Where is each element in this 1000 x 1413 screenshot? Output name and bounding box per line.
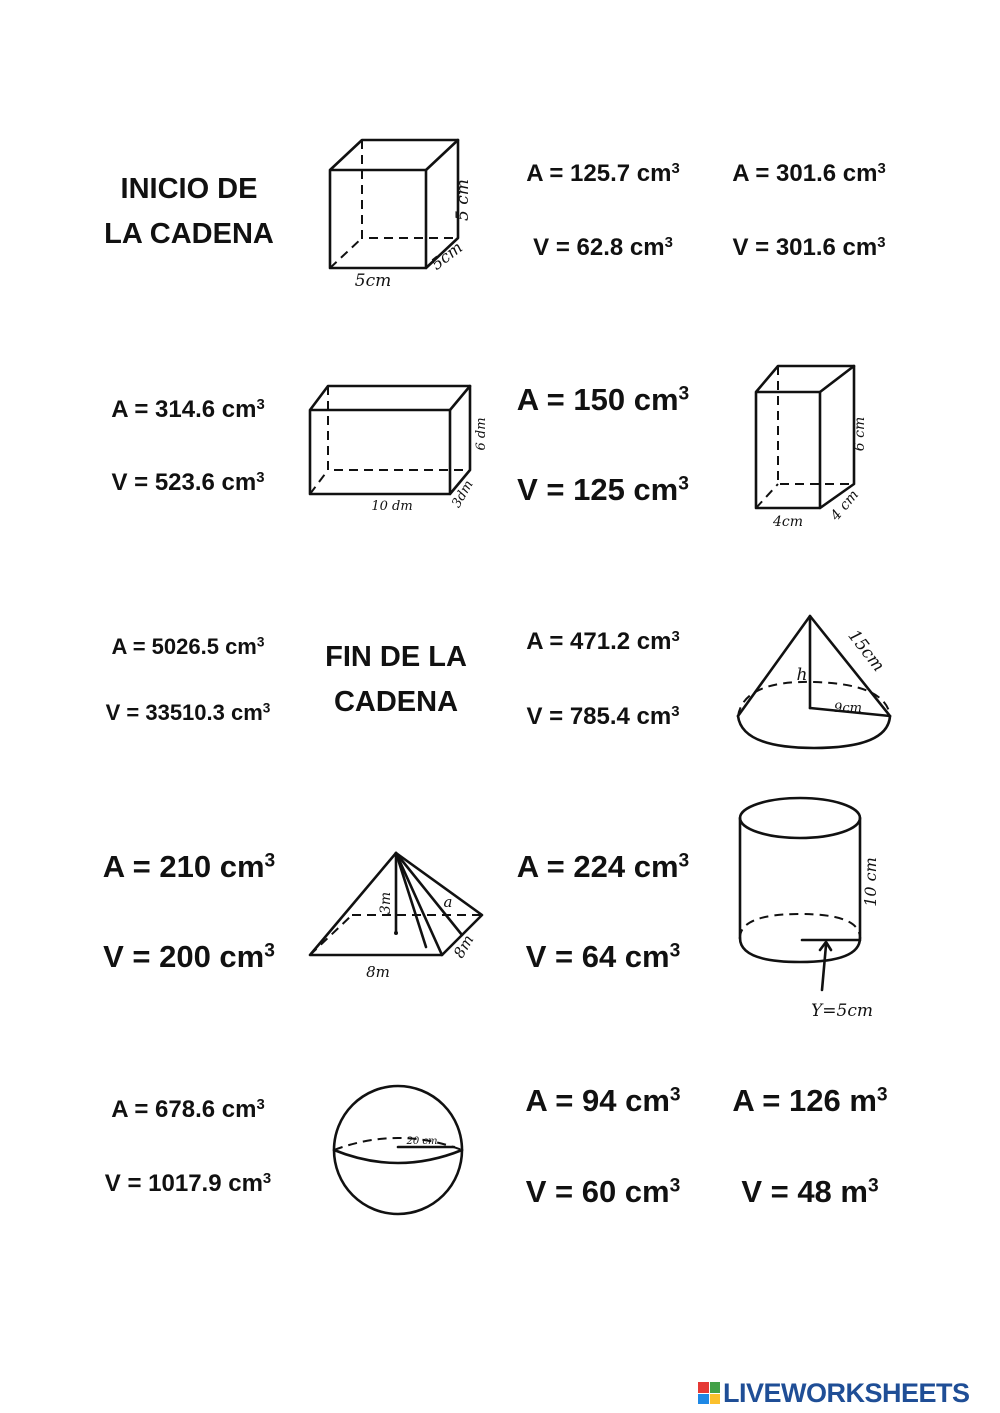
- card-r5c-volume: V = 48 $m^3$: [741, 1174, 879, 1209]
- tall-prism-height-label: 6 cm: [852, 416, 868, 452]
- cube-figure: [318, 132, 483, 292]
- start-title-line2: LA CADENA: [104, 218, 274, 250]
- liveworksheets-logo-icon: [698, 1382, 720, 1404]
- card-r5c-area: A = 126 $m^3$: [732, 1083, 888, 1118]
- pyramid-figure: [302, 845, 492, 990]
- card-r4b-area: A = 224 $cm^3$: [516, 849, 690, 884]
- prism-figure: [300, 378, 500, 518]
- prism-height-label: 6 dm: [474, 417, 489, 451]
- pyramid-apothem-label: a: [443, 893, 453, 911]
- card-r5b-area: A = 94 $cm^3$: [525, 1083, 681, 1118]
- tall-prism-figure: [748, 360, 878, 532]
- cube-width-label: 5cm: [354, 271, 392, 291]
- card-r1b-volume: V = 301.6 $cm^3$: [732, 234, 886, 261]
- cone-slant-label: 15cm: [843, 626, 889, 676]
- card-r2b-volume: V = 125 $cm^3$: [517, 472, 689, 507]
- cube-height-label: 5 cm: [453, 179, 473, 221]
- card-r3b-area: A = 471.2 $cm^3$: [526, 628, 680, 655]
- card-r3-volume: V = 33510.3 $cm^3$: [105, 700, 271, 725]
- card-r2-area: A = 314.6 $cm^3$: [111, 396, 265, 423]
- end-title: [304, 635, 488, 725]
- pyramid-base-label: 8m: [366, 963, 390, 981]
- card-r1-area: A = 125.7 $cm^3$: [526, 160, 680, 187]
- card-r5-area: A = 678.6 $cm^3$: [111, 1096, 265, 1123]
- liveworksheets-brand-text: LIVEWORKSHEETS: [723, 1377, 970, 1408]
- cube-depth-label: 5cm: [427, 237, 466, 274]
- end-title-line2: CADENA: [333, 686, 459, 718]
- cone-figure: [730, 608, 900, 758]
- card-r1b-area: A = 301.6 $cm^3$: [732, 160, 886, 187]
- card-r2-volume: V = 523.6 $cm^3$: [111, 469, 265, 496]
- card-r5-volume: V = 1017.9 $cm^3$: [104, 1170, 272, 1197]
- card-r3-area: A = 5026.5 $cm^3$: [111, 634, 265, 659]
- sphere-figure: [326, 1084, 471, 1219]
- cylinder-radius-label: Y=5cm: [811, 1001, 873, 1021]
- cone-height-label: h: [796, 665, 808, 685]
- cylinder-figure: [730, 790, 890, 1025]
- card-r4-area: A = 210 $cm^3$: [102, 849, 276, 884]
- sphere-diameter-label: 20 cm: [406, 1136, 438, 1147]
- pyramid-height-label: 3m: [378, 891, 394, 915]
- liveworksheets-logo: [698, 1378, 970, 1408]
- tall-prism-width-label: 4cm: [772, 514, 804, 530]
- card-r2b-area: A = 150 $cm^3$: [516, 382, 690, 417]
- card-r4-volume: V = 200 $cm^3$: [103, 939, 275, 974]
- card-r3b-volume: V = 785.4 $cm^3$: [526, 703, 680, 730]
- prism-depth-label: 3dm: [449, 477, 477, 511]
- card-r1-volume: V = 62.8 $cm^3$: [533, 234, 673, 261]
- start-title-line1: INICIO DE: [120, 173, 258, 205]
- cylinder-height-label: 10 cm: [861, 857, 880, 907]
- end-title-line1: FIN DE LA: [325, 641, 467, 673]
- pyramid-side-label: 8m: [449, 931, 478, 962]
- card-r5b-volume: V = 60 $cm^3$: [525, 1174, 681, 1209]
- cone-radius-label: 9cm: [834, 701, 862, 716]
- prism-width-label: 10 dm: [371, 499, 413, 514]
- start-title: [96, 167, 282, 257]
- tall-prism-depth-label: 4 cm: [827, 487, 863, 524]
- card-r4b-volume: V = 64 $cm^3$: [525, 939, 681, 974]
